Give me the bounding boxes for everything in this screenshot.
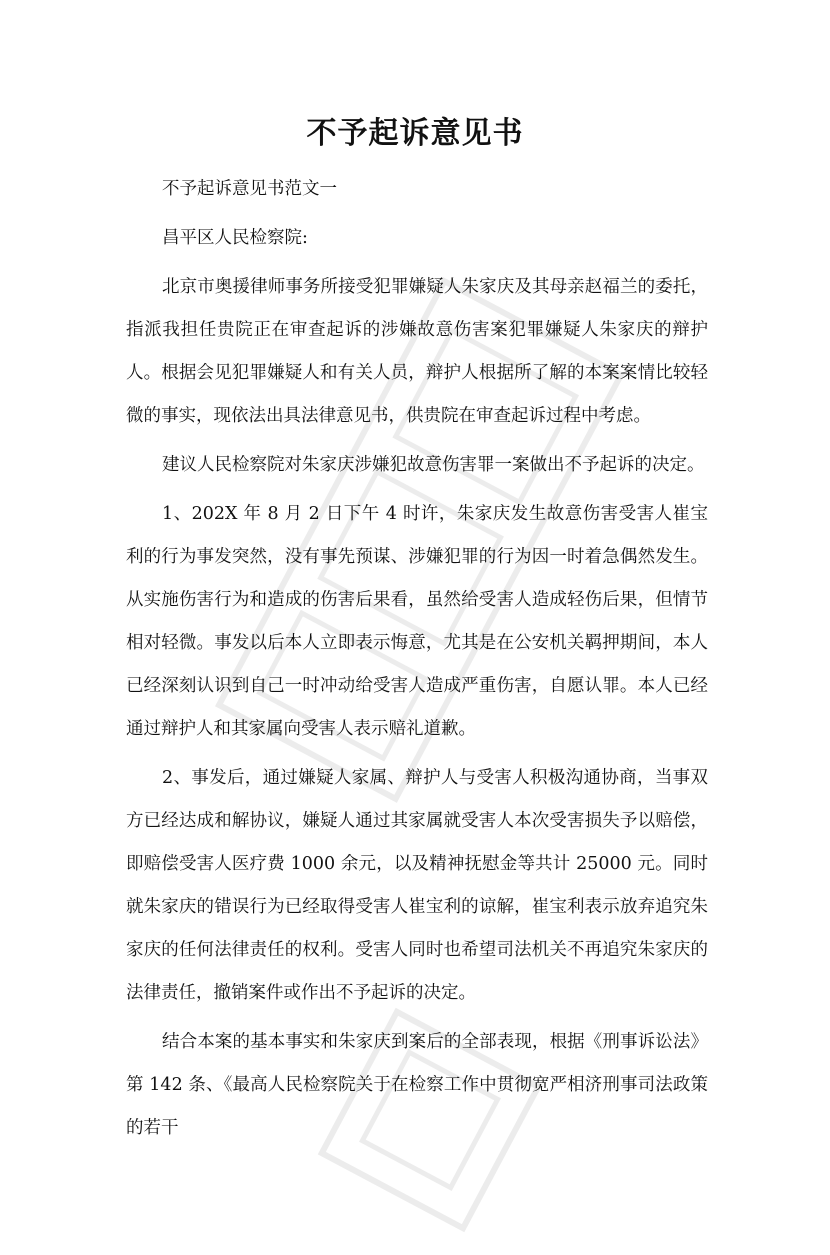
paragraph-point-2: 2、事发后，通过嫌疑人家属、辩护人与受害人积极沟通协商，当事双方已经达成和解协议，嫌疑人通过其家属就受害人本次受害损失予以赔偿，即赔偿受害人医疗费 1000 余元，以及精神抚慰金等共计 25000 元。同时就朱家庆的错误行为已经取得受害人崔宝利的谅解，崔宝利表示放弃追究朱家庆的任何法律责任的权利。受害人同时也希望司法机关不再追究朱家庆的法律责任，撤销案件或作出不予起诉的决定。 bbox=[126, 768, 708, 1003]
paragraph-addressee: 昌平区人民检察院: bbox=[162, 228, 308, 248]
page-title: 不予起诉意见书 bbox=[306, 116, 524, 151]
paragraph-point-1: 1、202X 年 8 月 2 日下午 4 时许，朱家庆发生故意伤害受害人崔宝利的行为事发突然，没有事先预谋、涉嫌犯罪的行为因一时着急偶然发生。从实施伤害行为和造成的伤害后果看，虽然给受害人造成轻伤后果，但情节相对轻微。事发以后本人立即表示悔意，尤其是在公安机关羁押期间，本人已经深刻认识到自己一时冲动给受害人造成严重伤害，自愿认罪。本人已经通过辩护人和其家属向受害人表示赔礼道歉。 bbox=[126, 504, 708, 739]
paragraph-recommendation: 建议人民检察院对朱家庆涉嫌犯故意伤害罪一案做出不予起诉的决定。 bbox=[162, 455, 705, 475]
document-body bbox=[126, 168, 708, 1156]
paragraph-intro: 北京市奥援律师事务所接受犯罪嫌疑人朱家庆及其母亲赵福兰的委托，指派我担任贵院正在审查起诉的涉嫌故意伤害案犯罪嫌疑人朱家庆的辩护人。根据会见犯罪嫌疑人和有关人员，辩护人根据所了解的本案案情比较轻微的事实，现依法出具法律意见书，供贵院在审查起诉过程中考虑。 bbox=[126, 277, 708, 426]
paragraph-subtitle: 不予起诉意见书范文一 bbox=[162, 179, 337, 199]
paragraph-conclusion: 结合本案的基本事实和朱家庆到案后的全部表现，根据《刑事诉讼法》第 142 条、《最高人民检察院关于在检察工作中贯彻宽严相济刑事司法政策的若干 bbox=[126, 1032, 708, 1138]
